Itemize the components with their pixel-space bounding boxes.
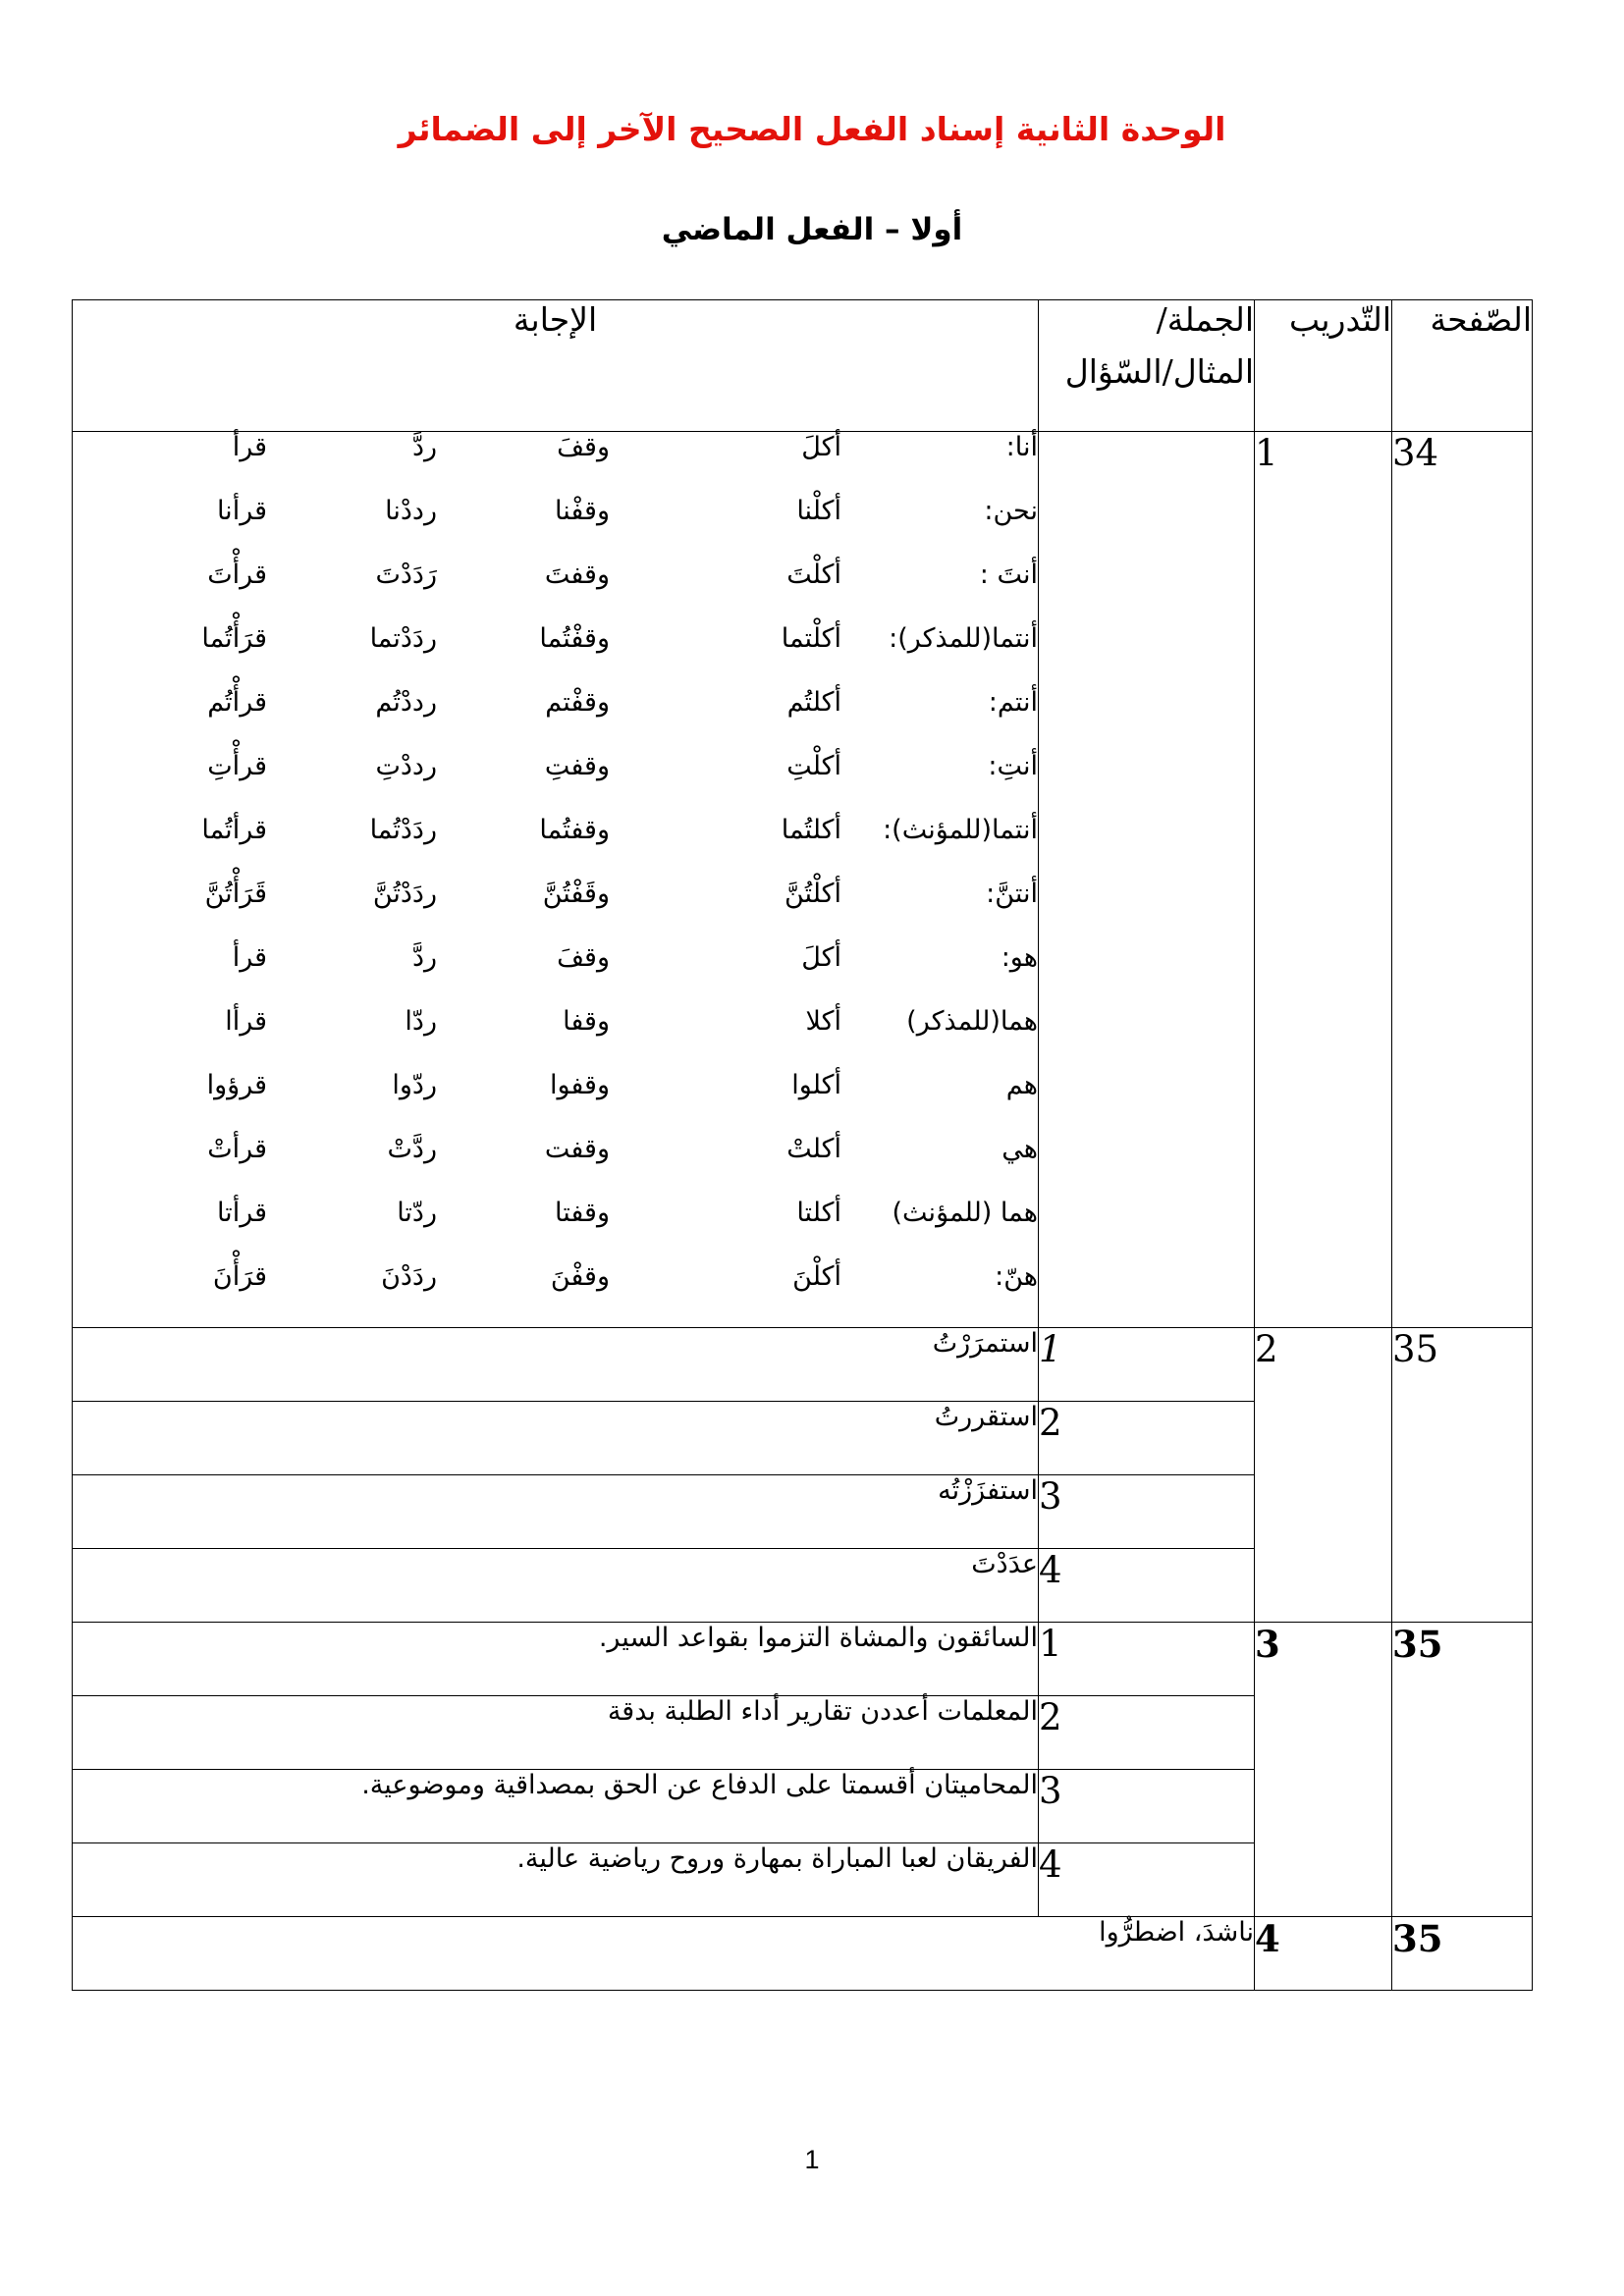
verb-waqafa: وقفا [563,1006,610,1037]
pronoun-label: هي [1001,1134,1038,1164]
example-cell [1039,432,1255,1328]
section-title: أولا – الفعل الماضي [661,212,963,247]
page-number: 1 [804,2145,820,2174]
item-number: 2 [1039,1402,1255,1475]
verb-radda: ردَدْتُما [369,815,437,845]
conjugation-row [73,560,1038,623]
verb-radda: ردَدْنَ [381,1261,437,1292]
verb-radda: رَدَدْتَ [375,560,437,590]
pronoun-label: هما(للمذكر) [906,1006,1038,1037]
pronoun-label: أنا: [1005,432,1038,462]
verb-waqafa: وقفتَ [544,560,610,590]
verb-waqafa: وقفْنَ [550,1261,610,1292]
table-row [73,1917,1533,1991]
conjugation-row [73,879,1038,942]
verb-qaraa: قرأتا [216,1198,267,1228]
verb-waqafa: وقفتا [555,1198,610,1228]
item-number: 4 [1039,1549,1255,1623]
table-row [73,1328,1533,1402]
pronoun-label: أنتما(للمؤنث): [883,815,1038,845]
pronoun-label: أنتما(للمذكر): [889,623,1038,654]
table-header-row [73,300,1533,432]
pronoun-label: نحن: [984,496,1038,526]
conjugation-row [73,815,1038,879]
pronoun-label: أنتنَّ: [986,879,1038,909]
table-row [73,432,1533,1328]
conjugation-row [73,623,1038,687]
verb-qaraa: قرأ [232,942,267,973]
answer-text: المحاميتان أقسمتا على الدفاع عن الحق بمصداقية وموضوعية. [73,1770,1039,1843]
verb-waqafa: وقَفْتُنَّ [542,879,610,909]
verb-radda: ردّتا [397,1198,437,1228]
conjugation-row [73,496,1038,560]
answer-text: استفزَزْتُه [73,1475,1039,1549]
verb-qaraa: قرأْتُم [207,687,267,718]
verb-radda: ردَّتْ [387,1134,437,1164]
verb-radda: ردَّ [411,942,437,973]
verb-akala: أكلَ [801,432,841,462]
header-example-line1: الجملة/ [1156,300,1254,339]
verb-akala: أكلْتُنَّ [785,879,841,909]
page-cell: 34 [1392,432,1533,1328]
verb-qaraa: قرأ [232,432,267,462]
pronoun-label: هم [1005,1070,1038,1100]
verb-waqafa: وقفْتم [545,687,610,718]
answer-text: السائقون والمشاة التزموا بقواعد السير. [73,1623,1039,1696]
verb-akala: أكلْتِ [786,751,841,781]
verb-radda: رددْنا [385,496,437,526]
verb-radda: ردّا [405,1006,437,1037]
pronoun-label: هنّ: [995,1261,1038,1292]
answer-text: المعلمات أعددن تقارير أداء الطلبة بدقة [73,1696,1039,1770]
pronoun-label: أنتِ: [988,751,1038,781]
header-answer: الإجابة [73,300,1039,432]
verb-akala: أكلا [805,1006,841,1037]
verb-akala: أكلتُم [786,687,841,718]
conjugation-row [73,1261,1038,1325]
verb-qaraa: قرأتُما [201,815,267,845]
item-number: 1 [1039,1623,1255,1696]
verb-akala: أكلْنا [796,496,841,526]
page-cell: 35 [1392,1917,1533,1991]
verb-qaraa: قرأنا [216,496,267,526]
verb-waqafa: وقفتُما [539,815,610,845]
pronoun-label: هما (للمؤنث) [892,1198,1038,1228]
answers-table [72,299,1533,1991]
item-number: 3 [1039,1770,1255,1843]
verb-qaraa: قرأْتَ [207,560,267,590]
header-page: الصّفحة [1392,300,1533,432]
verb-akala: أكلتا [796,1198,841,1228]
conjugation-row [73,942,1038,1006]
verb-qaraa: قَرَأْتُنَّ [204,879,267,909]
item-number: 3 [1039,1475,1255,1549]
verb-waqafa: وقفَ [557,942,610,973]
verb-radda: رددْتُم [375,687,437,718]
verb-qaraa: قرَأْنَ [212,1261,267,1292]
verb-radda: ردّوا [392,1070,437,1100]
verb-waqafa: وقفتِ [544,751,610,781]
conjugation-row [73,687,1038,751]
item-number: 2 [1039,1696,1255,1770]
header-example-line2: المثال/السّؤال [1064,352,1254,391]
pronoun-label: أنتم: [988,687,1038,718]
drill-cell: 2 [1255,1328,1392,1623]
page-cell: 35 [1392,1623,1533,1917]
page-cell: 35 [1392,1328,1533,1623]
verb-akala: أكلْتما [781,623,841,654]
verb-qaraa: قرأا [225,1006,267,1037]
header-drill: التّدريب [1255,300,1392,432]
item-number: 4 [1039,1843,1255,1917]
drill-cell: 3 [1255,1623,1392,1917]
verb-radda: رددْتِ [375,751,437,781]
verb-waqafa: وقفوا [549,1070,610,1100]
verb-qaraa: قرأْتِ [207,751,267,781]
verb-akala: أكلوا [791,1070,841,1100]
pronoun-label: هو: [1001,942,1038,973]
verb-waqafa: وقفت [544,1134,610,1164]
verb-akala: أكلَ [801,942,841,973]
verb-qaraa: قرَأْتُما [201,623,267,654]
verb-radda: ردَّ [411,432,437,462]
answer-text: استقررتُ [73,1402,1039,1475]
pronoun-label: أنتَ : [979,560,1038,590]
table-row [73,1623,1533,1696]
verb-radda: ردَدْتُنَّ [372,879,437,909]
verb-waqafa: وقفْتُما [539,623,610,654]
verb-waqafa: وقفَ [557,432,610,462]
verb-akala: أكلْنَ [792,1261,841,1292]
verb-akala: أكلتُما [781,815,841,845]
answer-text: عدَدْتَ [73,1549,1039,1623]
drill-cell: 1 [1255,432,1392,1328]
verb-akala: أكلْتَ [786,560,841,590]
conjugation-row [73,751,1038,815]
verb-waqafa: وقفْنا [555,496,610,526]
verb-qaraa: قرأتْ [207,1134,267,1164]
header-example [1039,300,1255,432]
item-number: 1 [1039,1328,1255,1402]
page-title: الوحدة الثانية إسناد الفعل الصحيح الآخر إلى الضمائر [398,110,1226,148]
conjugation-row [73,1198,1038,1261]
conjugation-grid [73,432,1038,1325]
drill-cell: 4 [1255,1917,1392,1991]
conjugation-row [73,432,1038,496]
answer-text: ناشدَ، اضطرُّوا [73,1917,1255,1991]
conjugation-row [73,1070,1038,1134]
conjugation-grid-cell [73,432,1039,1328]
verb-radda: ردَدْتما [369,623,437,654]
answer-text: الفريقان لعبا المباراة بمهارة وروح رياضية عالية. [73,1843,1039,1917]
verb-qaraa: قرؤوا [206,1070,267,1100]
conjugation-row [73,1006,1038,1070]
conjugation-row [73,1134,1038,1198]
verb-akala: أكلتْ [786,1134,841,1164]
answer-text: استمرَرْتُ [73,1328,1039,1402]
